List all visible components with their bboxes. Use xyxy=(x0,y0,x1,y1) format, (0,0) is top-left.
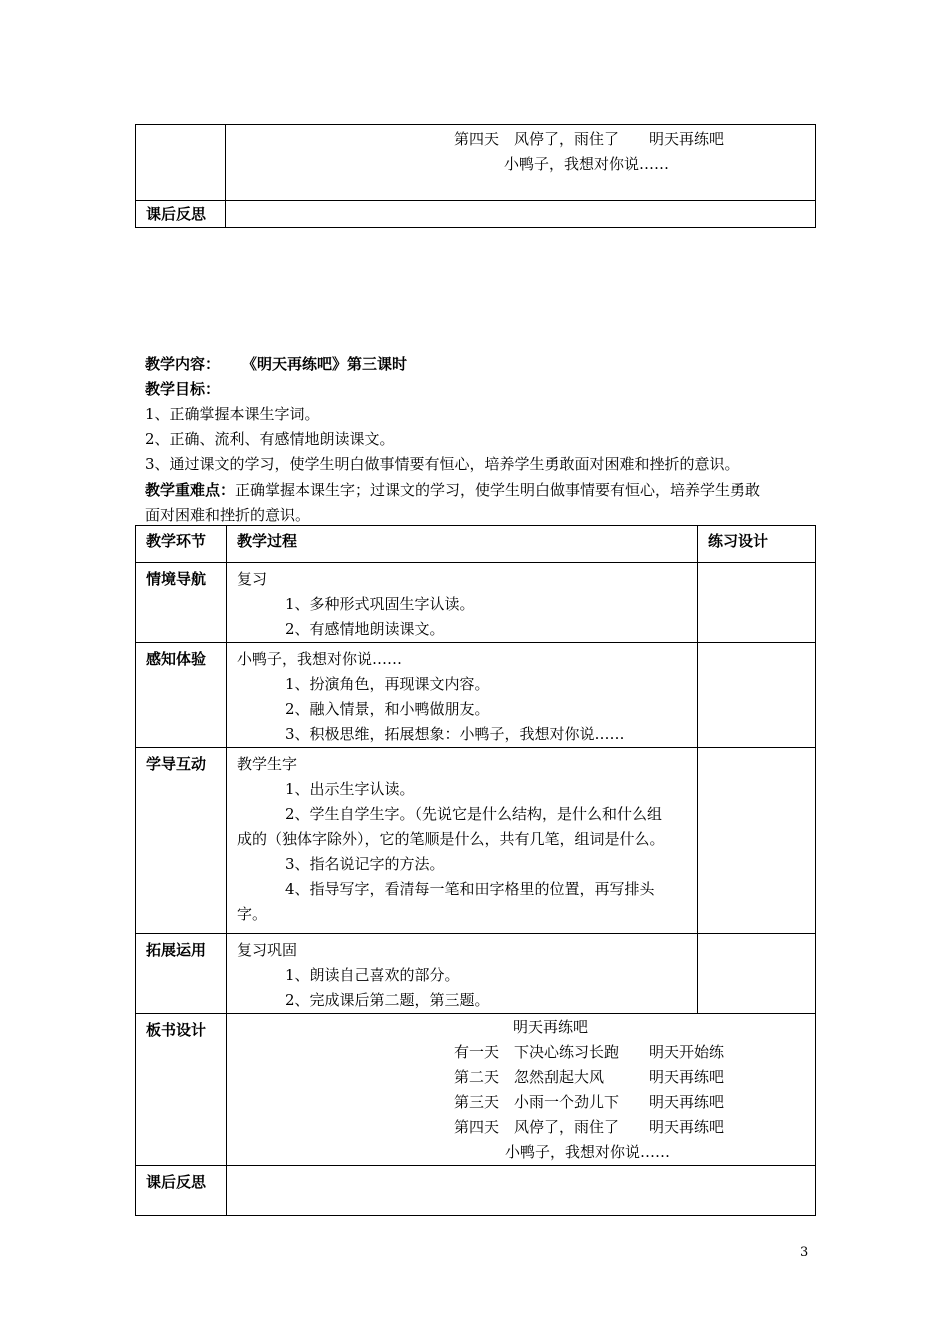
row-item: 成的（独体字除外），它的笔顺是什么，共有几笔，组词是什么。 xyxy=(237,830,665,848)
header-exercise: 练习设计 xyxy=(698,526,816,563)
row-process xyxy=(227,563,698,643)
row-label: 情境导航 xyxy=(136,563,227,643)
top-table xyxy=(135,124,816,228)
row-item: 2、融入情景，和小鸭做朋友。 xyxy=(285,700,490,718)
lesson-table xyxy=(135,525,816,1216)
row-item: 1、多种形式巩固生字认读。 xyxy=(285,595,475,613)
row-process xyxy=(227,748,698,934)
board-cell xyxy=(227,1014,816,1166)
content-line xyxy=(145,352,407,377)
row-process xyxy=(227,934,698,1014)
row-label: 学导互动 xyxy=(136,748,227,934)
row-exercise xyxy=(698,643,816,748)
reflection-label: 课后反思 xyxy=(136,201,226,228)
header-process: 教学过程 xyxy=(227,526,698,563)
table-row xyxy=(136,934,816,1014)
board-line: 第四天 风停了，雨住了 明天再练吧 xyxy=(454,1118,725,1136)
goal-item: 2、正确、流利、有感情地朗读课文。 xyxy=(145,430,395,448)
row-title: 小鸭子，我想对你说…… xyxy=(237,650,403,668)
goal-item: 1、正确掌握本课生字词。 xyxy=(145,405,320,423)
board-row xyxy=(136,1014,816,1166)
row-item: 1、朗读自己喜欢的部分。 xyxy=(285,966,460,984)
header-stage: 教学环节 xyxy=(136,526,227,563)
board-label: 板书设计 xyxy=(136,1014,227,1166)
row-title: 复习 xyxy=(237,570,268,588)
board-footer: 小鸭子，我想对你说…… xyxy=(504,155,670,173)
content-label: 教学内容： xyxy=(145,355,221,373)
row-item: 字。 xyxy=(237,905,268,923)
row-title: 教学生字 xyxy=(237,755,298,773)
row-exercise xyxy=(698,563,816,643)
board-footer: 小鸭子，我想对你说…… xyxy=(505,1143,671,1161)
row-item: 3、指名说记字的方法。 xyxy=(285,855,445,873)
key-text: 正确掌握本课生字；过课文的学习，使学生明白做事情要有恒心，培养学生勇敢 xyxy=(235,481,761,499)
row-item: 1、扮演角色，再现课文内容。 xyxy=(285,675,490,693)
key-points-line xyxy=(145,478,760,503)
row-item: 2、有感情地朗读课文。 xyxy=(285,620,445,638)
board-line: 第三天 小雨一个劲儿下 明天再练吧 xyxy=(454,1093,725,1111)
table-row xyxy=(136,563,816,643)
content-value: 《明天再练吧》第三课时 xyxy=(242,355,408,373)
board-line: 第四天 风停了，雨住了 明天再练吧 xyxy=(454,130,725,148)
row-title: 复习巩固 xyxy=(237,941,298,959)
key-label: 教学重难点： xyxy=(145,481,236,499)
row-item: 1、出示生字认读。 xyxy=(285,780,415,798)
table-row xyxy=(136,748,816,934)
row-item: 2、学生自学生字。（先说它是什么结构，是什么和什么组 xyxy=(285,805,663,823)
row-label: 感知体验 xyxy=(136,643,227,748)
board-line: 有一天 下决心练习长跑 明天开始练 xyxy=(454,1043,725,1061)
reflection-cell xyxy=(227,1166,816,1216)
row-item: 4、指导写字，看清每一笔和田字格里的位置，再写排头 xyxy=(285,880,655,898)
row-process xyxy=(227,643,698,748)
reflection-label: 课后反思 xyxy=(136,1166,227,1216)
row-exercise xyxy=(698,934,816,1014)
row-item: 2、完成课后第二题，第三题。 xyxy=(285,991,490,1009)
table-row xyxy=(136,643,816,748)
header-row xyxy=(136,526,816,563)
row-exercise xyxy=(698,748,816,934)
top-left-cell xyxy=(136,125,226,201)
page-number: 3 xyxy=(800,1245,809,1260)
reflection-cell xyxy=(226,201,816,228)
reflection-row xyxy=(136,1166,816,1216)
goal-item: 3、通过课文的学习，使学生明白做事情要有恒心，培养学生勇敢面对困难和挫折的意识。 xyxy=(145,455,740,473)
key-points-line-2: 面对困难和挫折的意识。 xyxy=(145,506,311,524)
row-item: 3、积极思维，拓展想象：小鸭子，我想对你说…… xyxy=(285,725,625,743)
row-label: 拓展运用 xyxy=(136,934,227,1014)
goals-label: 教学目标： xyxy=(145,380,221,398)
top-board-cell xyxy=(226,125,816,201)
board-line: 第二天 忽然刮起大风 明天再练吧 xyxy=(454,1068,725,1086)
board-title: 明天再练吧 xyxy=(513,1018,589,1036)
